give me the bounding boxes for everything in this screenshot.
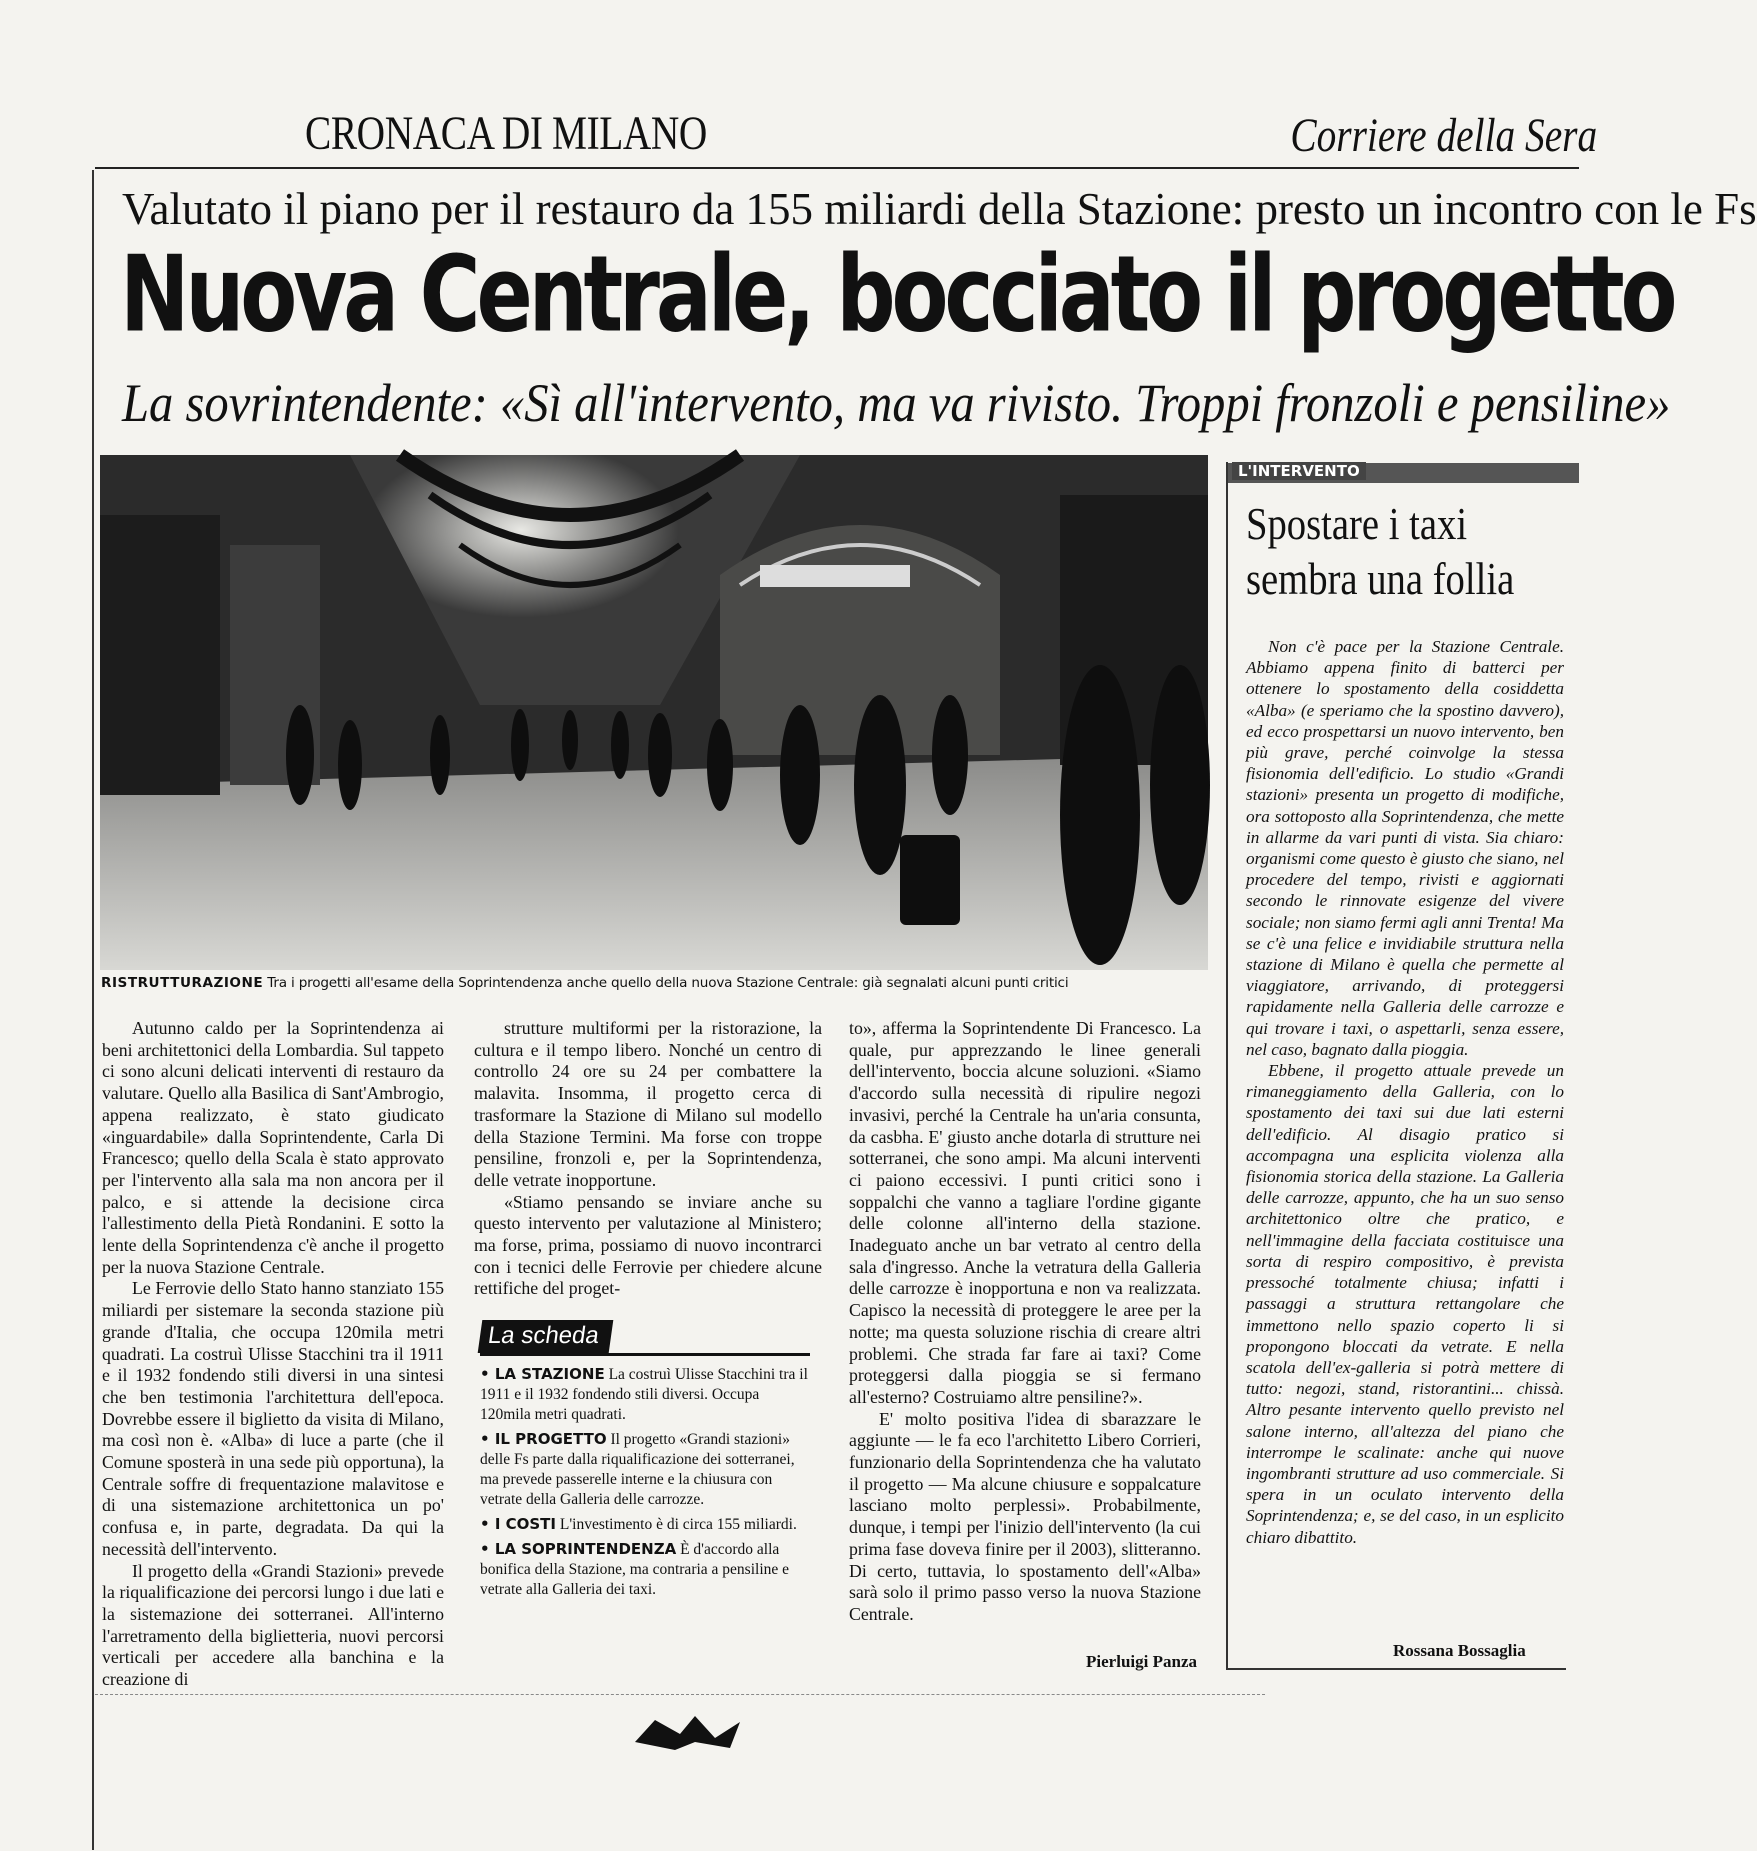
scan-mark-icon — [635, 1712, 745, 1757]
article-column-3 — [849, 1018, 1201, 1626]
fact-item: • I COSTI L'investimento è di circa 155 miliardi. — [480, 1515, 797, 1533]
headline: Nuova Centrale, bocciato il progetto — [120, 233, 1674, 356]
paragraph: «Stiamo pensando se inviare anche su questo intervento per valutazione al Ministero; ma forse, prima, possiamo di nuovo incontrarci con i tecnici delle Ferrovie per chiedere alcune rettifiche del proget- — [474, 1191, 822, 1299]
sidebar-label: L'INTERVENTO — [1232, 462, 1366, 480]
fact-box-rule — [480, 1353, 810, 1356]
fact-box — [480, 1320, 810, 1604]
sidebar-rule — [1226, 462, 1228, 1670]
sidebar-bottom-rule — [1228, 1668, 1566, 1670]
fact-text: L'investimento è di circa 155 miliardi. — [559, 1516, 797, 1533]
paragraph: Ebbene, il progetto attuale prevede un rimaneggiamento della Galleria, con lo spostamento dei taxi sui due lati esterni dell'edificio. Al disagio pratico si accompagna una esplicita violenza alla fisionomia storica della stazione. La Galleria delle carrozze, appunto, che ha un suo senso architettonico oltre che pratico, e nell'immagine della facciata costituisce una sorta di respiro compositivo, è prevista pressoché totalmente chiusa; infatti i passaggi a struttura rettangolare che immettono nello spazio coperto li si propongono bloccati da vetrate. E nella scatola dell'ex-galleria si potrà mettere di tutto: negozi, stand, ristorantini... chissà. Altro pesante intervento quello previsto nel salone interno, all'altezza del piano che interrompe le scalinate: anche qui nuove ingombranti strutture ad uso commerciale. Si spera in un oculato intervento della Soprintendenza; e, se del caso, in un esplicito chiaro dibattito. — [1246, 1061, 1564, 1547]
paragraph: Il progetto della «Grandi Stazioni» prevede la riqualificazione dei percorsi lungo i due lati e la sistemazione dei sotterranei. All'interno l'arretramento della biglietteria, nuovi percorsi verticali per accedere alla banchina e la creazione di — [102, 1560, 444, 1690]
paragraph: E' molto positiva l'idea di sbarazzare le aggiunte — le fa eco l'architetto Libero Corrieri, funzionario della Soprintendenza che ha valutato il progetto — Ma alcune chiusure e soppalcature lasciano molto perplessi». Probabilmente, dunque, i tempi per l'inizio dell'intervento (la cui prima fase doveva finire per il 2003), slitteranno. Di certo, tuttavia, lo spostamento dell'«Alba» sarà solo il primo passo verso la nuova Stazione Centrale. — [849, 1408, 1201, 1624]
paragraph: Autunno caldo per la Soprintendenza ai beni architettonici della Lombardia. Sul tappeto ci sono alcuni delicati interventi di restauro da valutare. Quello alla Basilica di Sant'Ambrogio, appena realizzato, è stato giudicato «inguardabile» dalla Soprintendente, Carla Di Francesco; quello della Scala è stato approvato per l'intervento alla sala ma non ancora per il palco, e si attende la decisione circa l'allestimento della Pietà Rondanini. E sotto la lente della Soprintendenza c'è anche il progetto per la nuova Stazione Centrale. — [102, 1018, 444, 1277]
fact-item: • LA STAZIONE La costruì Ulisse Stacchini tra il 1911 e il 1932 fondendo stili diversi. Occupa 120mila metri quadrati. — [480, 1365, 808, 1423]
article-column-2 — [474, 1018, 822, 1300]
photo-caption — [101, 975, 1211, 991]
section-title: CRONACA DI MILANO — [305, 107, 707, 160]
fact-label: I COSTI — [494, 1515, 556, 1533]
fact-item: • LA SOPRINTENDENZA È d'accordo alla bonifica della Stazione, ma contraria a pensiline e vetrate alla Galleria dei taxi. — [480, 1540, 790, 1598]
article-byline: Pierluigi Panza — [1086, 1652, 1197, 1671]
fact-text: La costruì Ulisse Stacchini tra il 1911 e il 1932 fondendo stili diversi. Occupa 120mila metri quadrati. — [480, 1366, 808, 1423]
fact-text: Il progetto «Grandi stazioni» delle Fs parte dalla riqualificazione dei sotterranei, ma prevede passerelle interne e la chiusura con vetrate della Galleria delle carrozze. — [480, 1431, 795, 1508]
paragraph: Le Ferrovie dello Stato hanno stanziato 155 miliardi per sistemare la seconda stazione più grande d'Italia, che occupa 120mila metri quadrati. La costruì Ulisse Stacchini tra il 1911 e il 1932 fondendo stili diversi in una sintesi che ben testimonia l'architettura dell'epoca. Dovrebbe essere il biglietto da visita di Milano, ma così non è. «Alba» di luce a parte (che il Comune sposterà in una sede più opportuna), la Centrale soffre di frequentazione malavitose e di una sistemazione architettonica un po' confusa e, in parte, degradata. Da qui la necessità dell'intervento. — [102, 1278, 444, 1559]
fact-label: LA SOPRINTENDENZA — [494, 1540, 677, 1558]
sidebar-text — [1246, 636, 1564, 1548]
fact-label: IL PROGETTO — [494, 1430, 607, 1448]
caption-text: Tra i progetti all'esame della Soprintendenza anche quello della nuova Stazione Centrale: già segnalati alcuni punti critici — [267, 975, 1069, 991]
fact-box-tag: La scheda — [478, 1320, 613, 1353]
subhead: La sovrintendente: «Sì all'intervento, ma va rivisto. Troppi fronzoli e pensiline» — [122, 373, 1671, 433]
bottom-rule — [95, 1694, 1265, 1695]
paragraph: Non c'è pace per la Stazione Centrale. Abbiamo appena finito di batterci per ottenere lo spostamento della cosiddetta «Alba» (e speriamo che la spostino davvero), ed ecco prospettarsi un nuovo intervento, ben più grave, perché coinvolge la stessa fisionomia dell'edificio. Lo studio «Grandi stazioni» presenta un progetto di modifiche, ora sottoposto alla Soprintendenza, che mette in allarme da vari punti di vista. Sia chiaro: organismi come questo è giusto che siano, nel procedere del tempo, rivisti e aggiornati secondo le rinnovate esigenze del vivere sociale; non siamo fermi agli anni Trenta! Ma se c'è una felice e invidiabile struttura nella stazione di Milano è quella che permette al viaggiatore, arrivando, di proteggersi rapidamente nella Galleria delle carrozze e qui trovare i taxi, o aspettarli, senza essere, nel caso, bagnato dalla pioggia. — [1246, 637, 1564, 1059]
sidebar-title: Spostare i taxi sembra una follia — [1246, 498, 1515, 604]
sidebar-byline: Rossana Bossaglia — [1393, 1641, 1526, 1660]
paragraph: strutture multiformi per la ristorazione, la cultura e il tempo libero. Nonché un centro di controllo 24 ore su 24 per combattere la malavita. Insomma, il progetto cerca di trasformare la Stazione di Milano sul modello della Stazione Termini. Ma forse con troppe pensiline, fronzoli e, per la Soprintendenza, delle vetrate inopportune. — [474, 1018, 822, 1190]
newspaper-name: Corriere della Sera — [1290, 109, 1597, 162]
fact-text: È d'accordo alla bonifica della Stazione, ma contraria a pensiline e vetrate alla Galleria dei taxi. — [480, 1541, 790, 1598]
kicker: Valutato il piano per il restauro da 155 miliardi della Stazione: presto un incontro con le Fs — [122, 184, 1757, 234]
station-photo — [100, 455, 1208, 970]
article-column-1 — [102, 1018, 444, 1691]
caption-lead: RISTRUTTURAZIONE — [101, 975, 264, 991]
header-rule — [95, 167, 1579, 169]
fact-label: LA STAZIONE — [494, 1365, 605, 1383]
left-margin-rule — [92, 170, 94, 1850]
fact-item: • IL PROGETTO Il progetto «Grandi stazioni» delle Fs parte dalla riqualificazione dei sotterranei, ma prevede passerelle interne e la chiusura con vetrate della Galleria delle carrozze. — [480, 1430, 795, 1508]
paragraph: to», afferma la Soprintendente Di Francesco. La quale, pur apprezzando le linee generali dell'intervento, boccia alcune soluzioni. «Siamo d'accordo sulla necessità di ripulire negozi invasivi, perché la Centrale ha un'aria consunta, da casbha. E' giusto anche dotarla di strutture nei sotterranei, che sono ampi. Ma alcuni interventi ci paiono eccessivi. I punti critici sono i soppalchi che vanno a tagliare l'ordine gigante delle colonne all'interno della stazione. Inadeguato anche un bar vetrato al centro della sala d'ingresso. Anche la vetratura della Galleria delle carrozze è inopportuna e non va realizzata. Capisco la necessità di proteggere le aree per la notte; ma questa soluzione rischia di creare altri problemi. Che strada far fare ai taxi? Come proteggersi dalla pioggia se si fermano all'esterno? Costruiamo altre pensiline?». — [849, 1018, 1201, 1407]
